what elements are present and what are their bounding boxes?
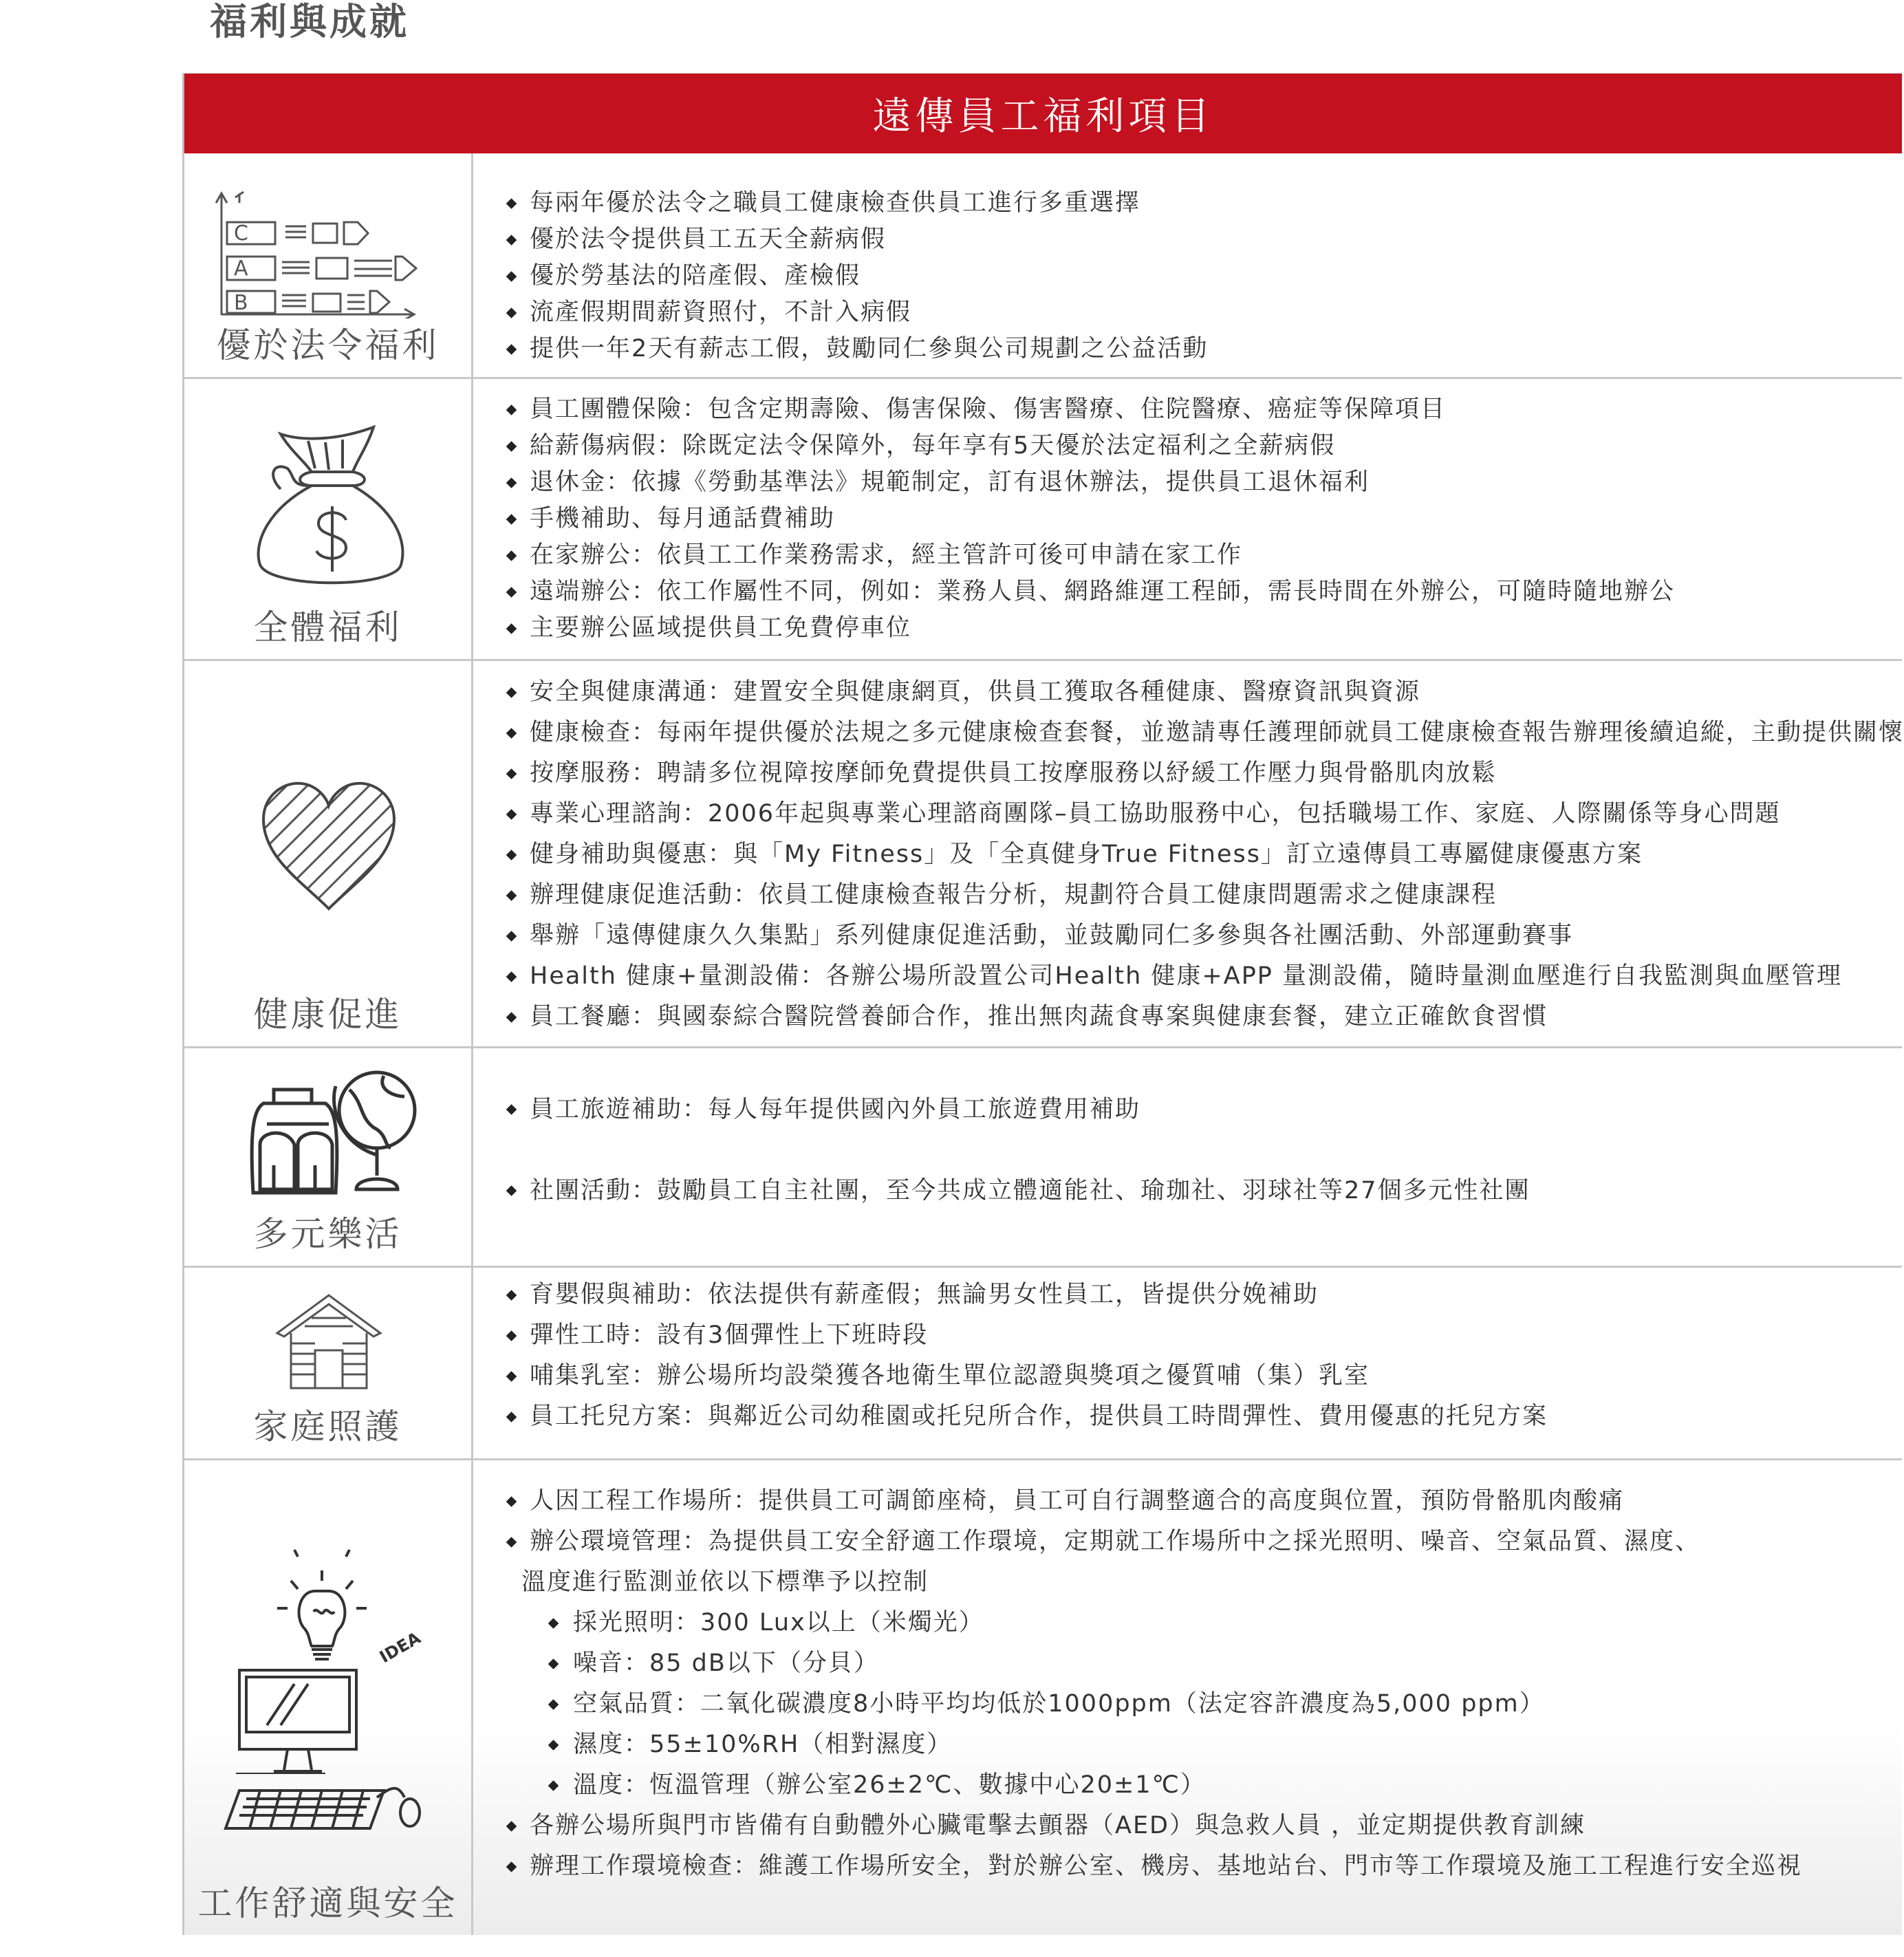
list-item: 員工團體保險：包含定期壽險、傷害保險、傷害醫療、住院醫療、癌症等保障項目 [506, 391, 1902, 428]
items-cell [473, 153, 1902, 377]
sub-list-item: 濕度：55±10%RH（相對濕度） [506, 1724, 1902, 1765]
list-item: 提供一年2天有薪志工假，鼓勵同仁參與公司規劃之公益活動 [506, 331, 1902, 367]
category-label: 家庭照護 [253, 1407, 402, 1447]
computer-idea-icon [226, 1543, 446, 1777]
table-header: 遠傳員工福利項目 [182, 74, 1902, 153]
category-label: 健康促進 [253, 995, 402, 1035]
table-row [182, 1268, 1902, 1460]
table-row [182, 379, 1902, 661]
backpack-globe-icon [246, 1062, 418, 1200]
list-item: 按摩服務：聘請多位視障按摩師免費提供員工按摩服務以紓緩工作壓力與骨骼肌肉放鬆 [506, 753, 1904, 794]
category-cell [184, 1268, 473, 1458]
list-item: 辦理健康促進活動：依員工健康檢查報告分析，規劃符合員工健康問題需求之健康課程 [506, 875, 1904, 916]
sub-list-item: 溫度：恆溫管理（辦公室26±2℃、數據中心20±1℃） [506, 1765, 1902, 1806]
list-item: 人因工程工作場所：提供員工可調節座椅，員工可自行調整適合的高度與位置，預防骨骼肌肉酸痛 [506, 1481, 1902, 1522]
list-item: 員工餐廳：與國泰綜合醫院營養師合作，推出無肉蔬食專案與健康套餐，建立正確飲食習慣 [506, 997, 1904, 1037]
items-cell [473, 661, 1904, 1046]
list-item: 在家辦公：依員工工作業務需求，經主管許可後可申請在家工作 [506, 537, 1902, 574]
table-row [182, 1048, 1902, 1268]
list-item: 給薪傷病假：除既定法令保障外，每年享有5天優於法定福利之全薪病假 [506, 428, 1902, 464]
list-item: 手機補助、每月通話費補助 [506, 501, 1902, 537]
list-item: 員工旅遊補助：每人每年提供國內外員工旅遊費用補助 [506, 1091, 1902, 1128]
list-item: 優於法令提供員工五天全薪病假 [506, 221, 1902, 258]
category-label: 優於法令福利 [216, 325, 440, 365]
category-cell [184, 661, 473, 1046]
idea-text: IDEA [376, 1628, 424, 1667]
list-item: 遠端辦公：依工作屬性不同，例如：業務人員、網路維運工程師，需長時間在外辦公，可隨時隨地辦公 [506, 574, 1902, 610]
list-item: 育嬰假與補助：依法提供有薪產假；無論男女性員工，皆提供分娩補助 [506, 1275, 1902, 1315]
category-label: 全體福利 [253, 607, 402, 647]
category-label: 多元樂活 [253, 1214, 402, 1254]
house-icon [274, 1292, 384, 1395]
list-item: 主要辦公區域提供員工免費停車位 [506, 610, 1902, 647]
category-cell [184, 1048, 473, 1266]
rating-chart-icon [213, 188, 440, 318]
benefits-table [182, 73, 1902, 1935]
list-item: 社團活動：鼓勵員工自主社團，至今共成立體適能社、瑜珈社、羽球社等27個多元性社團 [506, 1172, 1902, 1209]
sub-list-item: 採光照明：300 Lux以上（米燭光） [506, 1603, 1902, 1643]
list-item: 彈性工時：設有3個彈性上下班時段 [506, 1315, 1902, 1356]
heart-icon [260, 778, 398, 916]
list-item: 健康檢查：每兩年提供優於法規之多元健康檢查套餐，並邀請專任護理師就員工健康檢查報告辦理後續追縱，主動提供關懷 [506, 713, 1904, 753]
list-item: 退休金：依據《勞動基準法》規範制定，訂有退休辦法，提供員工退休福利 [506, 464, 1902, 501]
list-item: Health 健康+量測設備：各辦公場所設置公司Health 健康+APP 量測設備，隨時量測血壓進行自我監測與血壓管理 [506, 956, 1904, 997]
page-title: 福利與成就 [210, 0, 409, 43]
items-cell [473, 1460, 1902, 1935]
table-row [182, 153, 1902, 379]
table-row [182, 1460, 1902, 1935]
rating-letter-b: B [234, 291, 248, 315]
items-cell [473, 1048, 1902, 1266]
category-label: 工作舒適與安全 [197, 1883, 458, 1923]
list-item: 舉辦「遠傳健康久久集點」系列健康促進活動，並鼓勵同仁多參與各社團活動、外部運動賽事 [506, 916, 1904, 956]
list-item: 辦理工作環境檢查：維護工作場所安全，對於辦公室、機房、基地站台、門市等工作環境及施工工程進行安全巡視 [506, 1846, 1902, 1887]
sub-list-item: 空氣品質：二氧化碳濃度8小時平均均低於1000ppm（法定容許濃度為5,000 ppm） [506, 1684, 1902, 1724]
list-item: 安全與健康溝通：建置安全與健康網頁，供員工獲取各種健康、醫療資訊與資源 [506, 672, 1904, 713]
list-item: 專業心理諮詢：2006年起與專業心理諮商團隊–員工協助服務中心，包括職場工作、家庭、人際關係等身心問題 [506, 794, 1904, 834]
list-item: 哺集乳室：辦公場所均設榮獲各地衛生單位認證與獎項之優質哺（集）乳室 [506, 1356, 1902, 1396]
list-item: 各辦公場所與門市皆備有自動體外心臟電擊去顫器（AED）與急救人員 ，並定期提供教育訓練 [506, 1806, 1902, 1846]
category-cell [184, 153, 473, 377]
list-item: 員工托兒方案：與鄰近公司幼稚園或托兒所合作，提供員工時間彈性、費用優惠的托兒方案 [506, 1396, 1902, 1437]
list-item: 辦公環境管理：為提供員工安全舒適工作環境，定期就工作場所中之採光照明、噪音、空氣品質、濕度、 [506, 1522, 1902, 1562]
list-item: 優於勞基法的陪產假、產檢假 [506, 258, 1902, 294]
items-cell [473, 1268, 1902, 1458]
keyboard-mouse-icon [219, 1784, 425, 1839]
list-item: 每兩年優於法令之職員工健康檢查供員工進行多重選擇 [506, 185, 1902, 221]
rating-letter-c: C [234, 221, 248, 246]
items-cell [473, 379, 1902, 659]
category-cell [184, 379, 473, 659]
list-item: 健身補助與優惠：與「My Fitness」及「全真健身True Fitness」訂立遠傳員工專屬健康優惠方案 [506, 834, 1904, 875]
category-cell [184, 1460, 473, 1935]
table-row [182, 661, 1902, 1048]
list-item: 流產假期間薪資照付，不計入病假 [506, 294, 1902, 331]
sub-list-item: 噪音：85 dB以下（分貝） [506, 1643, 1902, 1684]
money-bag-icon [253, 420, 411, 592]
rating-letter-a: A [234, 257, 248, 281]
list-item-continuation: 溫度進行監測並依以下標準予以控制 [521, 1568, 929, 1596]
